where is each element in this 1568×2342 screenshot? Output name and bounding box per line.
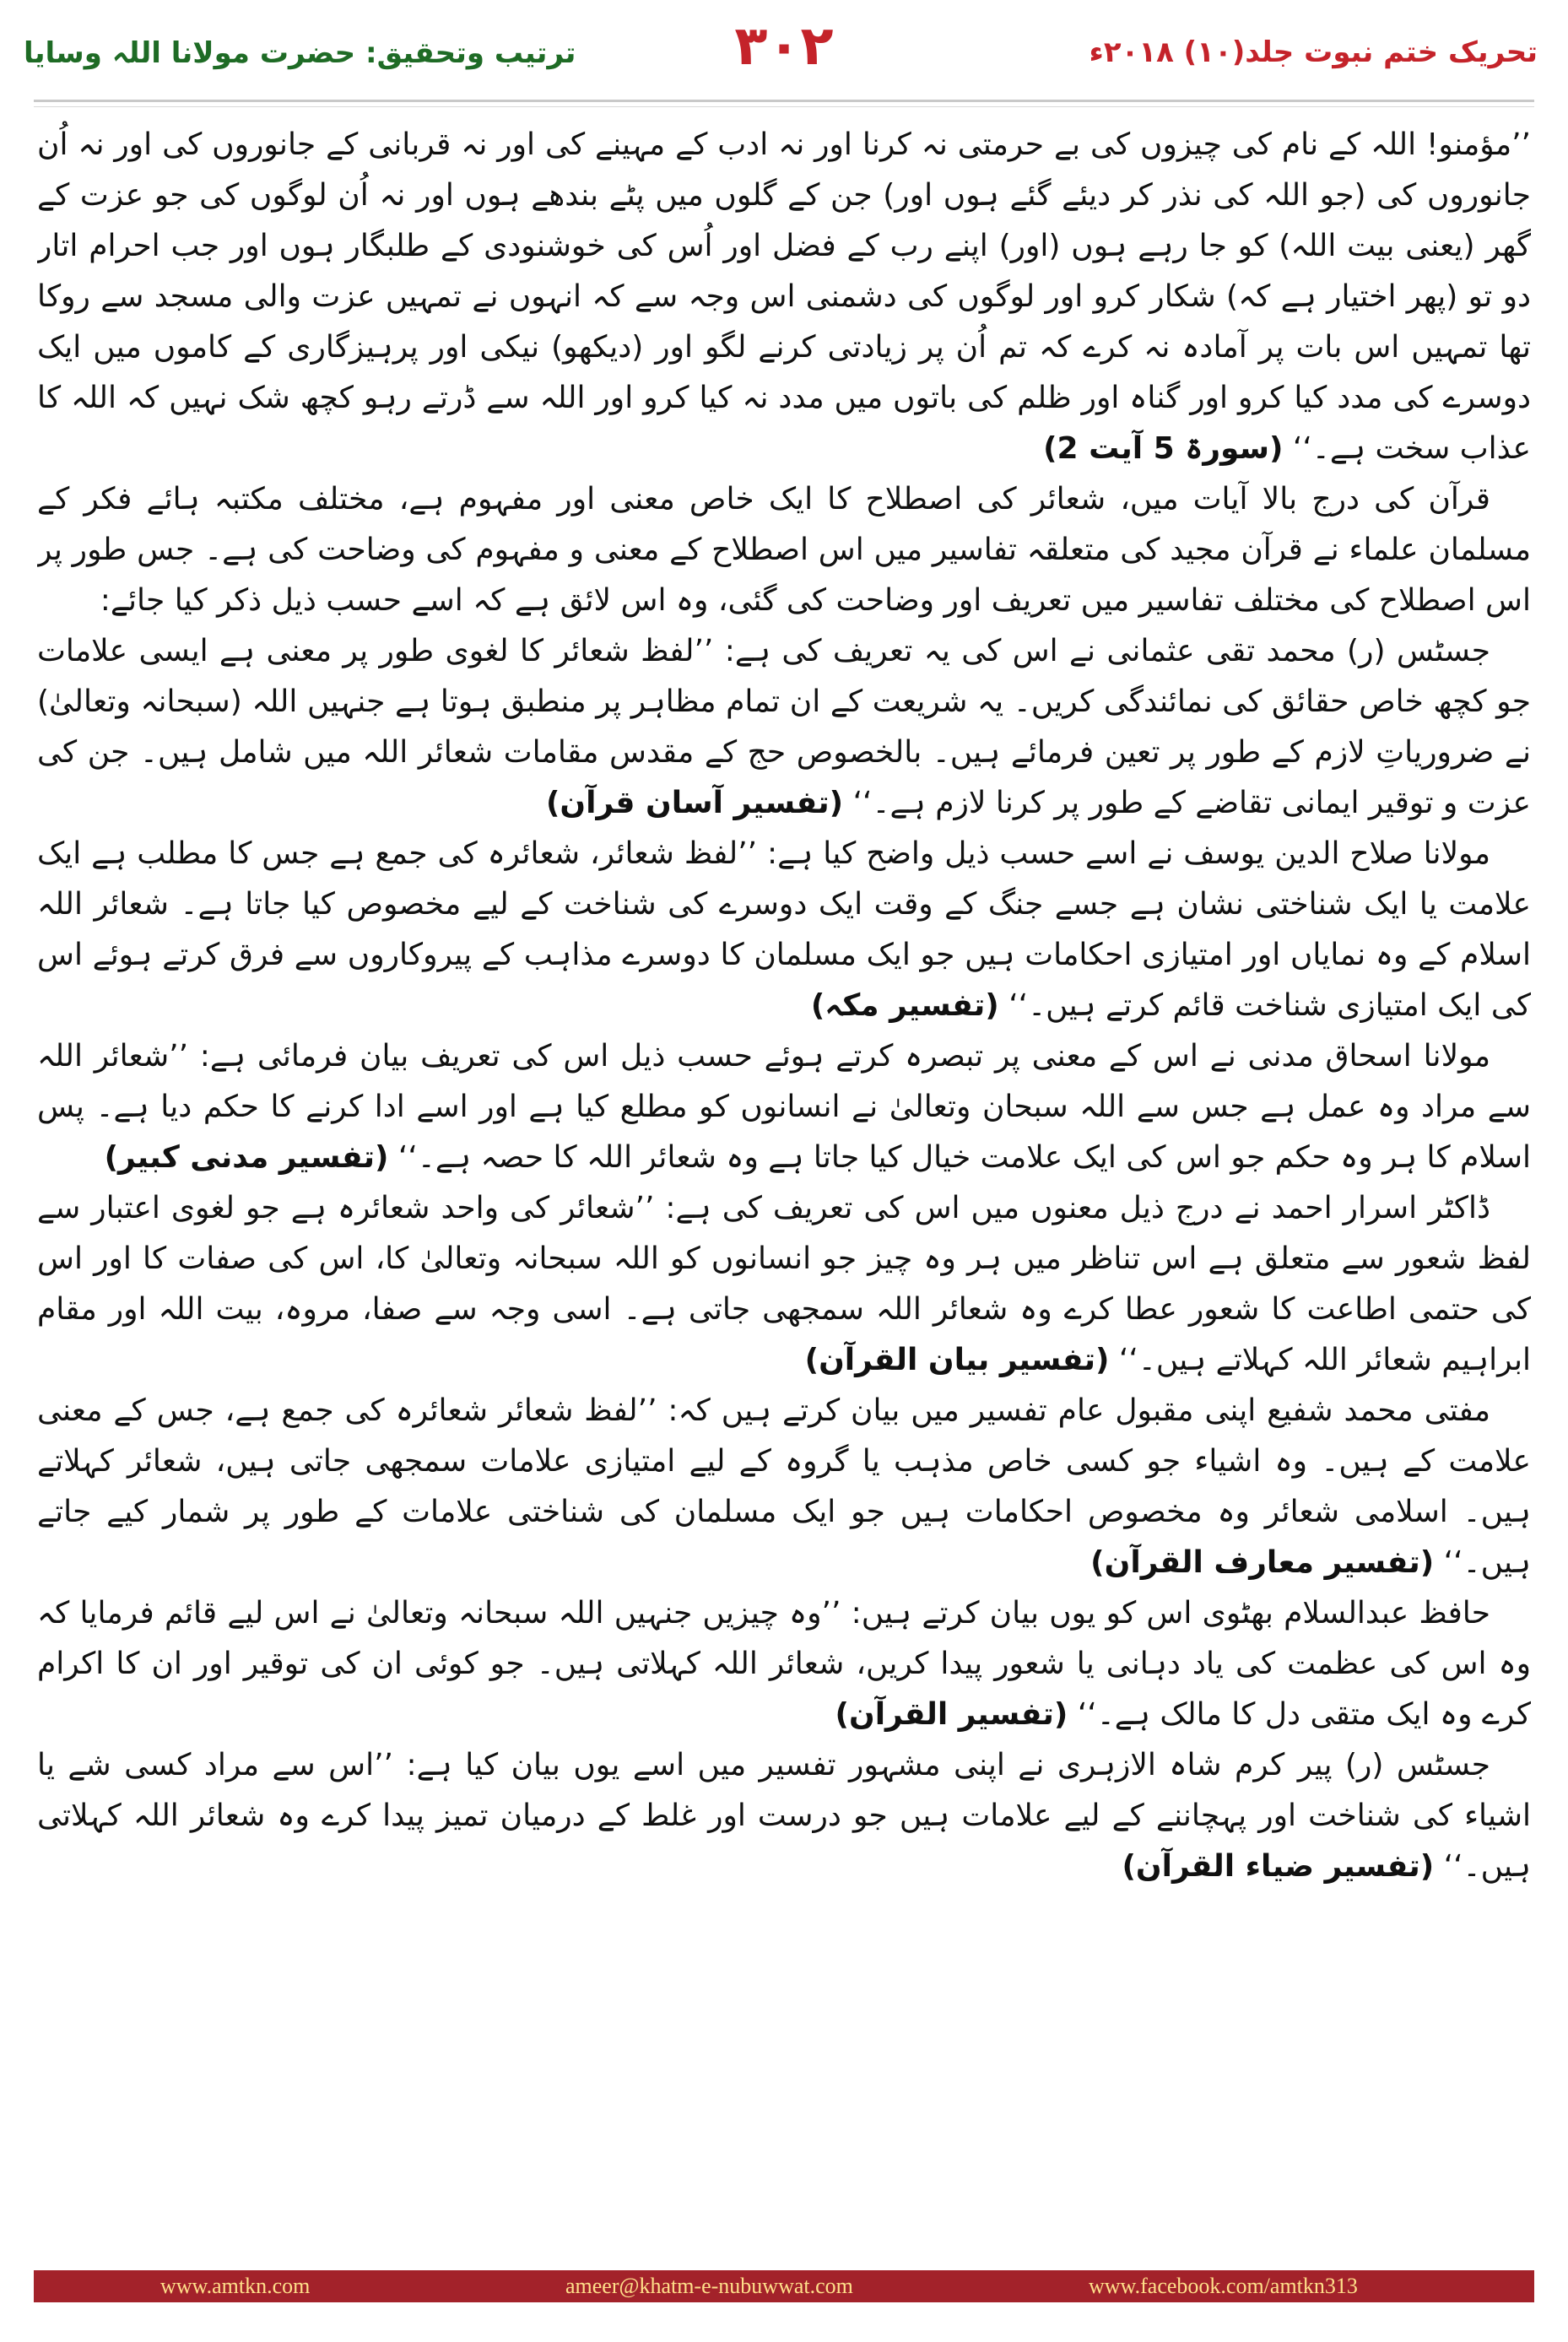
definition-paragraph	[37, 1031, 1531, 1183]
header-divider	[34, 100, 1534, 102]
header-author-credit: ترتیب وتحقیق: حضرت مولانا اللہ وسایا	[24, 36, 576, 70]
paragraph-text: جسٹس (ر) پیر کرم شاہ الازہری نے اپنی مشہور تفسیر میں اسے یوں بیان کیا ہے: ’’اس سے مراد کسی شے یا اشیاء کی شناخت اور پہچاننے کے لیے علامات ہیں جو درست اور غلط کے درمیان تمیز پیدا کرے وہ شعائر اللہ کہلاتی ہیں۔‘‘	[37, 1748, 1531, 1884]
page-number: ۳۰۲	[734, 15, 834, 78]
paragraph-text: مفتی محمد شفیع اپنی مقبول عام تفسیر میں بیان کرتے ہیں کہ: ’’لفظ شعائر شعائرہ کی جمع ہے، جس کے معنی علامت کے ہیں۔ وہ اشیاء جو کسی خاص مذہب یا گروہ کے لیے امتیازی علامات سمجھی جاتی ہیں، شعائر کہلاتے ہیں۔ اسلامی شعائر وہ مخصوص احکامات ہیں جو ایک مسلمان کی شناختی علامات کے طور پر شمار کیے جاتے ہیں۔‘‘	[37, 1393, 1531, 1580]
citation: (تفسیر آسان قرآن)	[545, 786, 844, 820]
paragraph-text: جسٹس (ر) محمد تقی عثمانی نے اس کی یہ تعریف کی ہے: ’’لفظ شعائر کا لغوی طور پر معنی ہے ایسی علامات جو کچھ خاص حقائق کی نمائندگی کریں۔ یہ شریعت کے ان تمام مظاہر پر منطبق ہوتا ہے جنہیں اللہ (سبحانہ وتعالیٰ) نے ضروریاتِ لازم کے طور پر تعین فرمائے ہیں۔ بالخصوص حج کے مقدس مقامات شعائر اللہ میں شامل ہیں۔ جن کی عزت و توقیر ایمانی تقاضے کے طور پر کرنا لازم ہے۔‘‘	[37, 634, 1531, 820]
paragraph-text: مولانا اسحاق مدنی نے اس کے معنی پر تبصرہ کرتے ہوئے حسب ذیل اس کی تعریف بیان فرمائی ہے: ’’شعائر اللہ سے مراد وہ عمل ہے جس سے اللہ سبحان وتعالیٰ نے انسانوں کو مطلع کیا ہے اور اسے ادا کرنے کا حکم دیا ہے۔ پس اسلام کا ہر وہ حکم جو اس کی ایک علامت خیال کیا جاتا ہے وہ شعائر اللہ کا حصہ ہے۔‘‘	[37, 1039, 1531, 1175]
definition-paragraph	[37, 1740, 1531, 1892]
citation: (تفسیر مکہ)	[810, 988, 999, 1023]
definition-paragraph	[37, 1588, 1531, 1740]
footer-facebook-link[interactable]: www.facebook.com/amtkn313	[1089, 2274, 1358, 2298]
definition-paragraph	[37, 829, 1531, 1031]
paragraph-text: ’’مؤمنو! اللہ کے نام کی چیزوں کی بے حرمتی نہ کرنا اور نہ ادب کے مہینے کی اور نہ قربانی کے جانوروں کی اور نہ اُن جانوروں کی (جو اللہ کی نذر کر دیئے گئے ہوں اور) جن کے گلوں میں پٹے بندھے ہوں اور نہ اُن لوگوں کی جو عزت کے گھر (یعنی بیت اللہ) کو جا رہے ہوں (اور) اپنے رب کے فضل اور اُس کی خوشنودی کے طلبگار ہوں اور جب احرام اتار دو تو (پھر اختیار ہے کہ) شکار کرو اور لوگوں کی دشمنی اس وجہ سے کہ انہوں نے تمہیں عزت والی مسجد سے روکا تھا تمہیں اس بات پر آمادہ نہ کرے کہ تم اُن پر زیادتی کرنے لگو اور (دیکھو) نیکی اور پرہیزگاری کے کاموں میں ایک دوسرے کی مدد کیا کرو اور گناہ اور ظلم کی باتوں میں مدد نہ کیا کرو اور اللہ سے ڈرتے رہو کچھ شک نہیں کہ اللہ کا عذاب سخت ہے۔‘‘	[37, 127, 1531, 466]
paragraph-text: ڈاکٹر اسرار احمد نے درج ذیل معنوں میں اس کی تعریف کی ہے: ’’شعائر کی واحد شعائرہ ہے جو لغوی اعتبار سے لفظ شعور سے متعلق ہے اس تناظر میں ہر وہ چیز جو انسانوں کو اللہ سبحانہ وتعالیٰ کا، اس کی صفات کا اور اس کی حتمی اطاعت کا شعور عطا کرے وہ شعائر اللہ سمجھی جاتی ہے۔ اسی وجہ سے صفا، مروہ، بیت اللہ اور مقام ابراہیم شعائر اللہ کہلاتے ہیں۔‘‘	[37, 1191, 1531, 1377]
quran-quote-paragraph	[37, 120, 1531, 474]
definition-paragraph	[37, 1386, 1531, 1588]
citation: (تفسیر ضیاء القرآن)	[1122, 1849, 1435, 1884]
paragraph-text: قرآن کی درج بالا آیات میں، شعائر کی اصطلاح کا ایک خاص معنی اور مفہوم ہے، مختلف مکتبہ ہائے فکر کے مسلمان علماء نے قرآن مجید کی متعلقہ تفاسیر میں اس اصطلاح کے معنی و مفہوم کی وضاحت کی ہے۔ جس طور پر اس اصطلاح کی مختلف تفاسیر میں تعریف اور وضاحت کی گئی، وہ اس لائق ہے کہ اسے حسب ذیل ذکر کیا جائے:	[37, 482, 1531, 618]
paragraph-text: مولانا صلاح الدین یوسف نے اسے حسب ذیل واضح کیا ہے: ’’لفظ شعائر، شعائرہ کی جمع ہے جس کا مطلب ہے ایک علامت یا ایک شناختی نشان ہے جسے جنگ کے وقت ایک دوسرے کی شناخت کے لیے مخصوص کیا جاتا ہے۔ شعائر اللہ اسلام کے وہ نمایاں اور امتیازی احکامات ہیں جو ایک مسلمان کا دوسرے مذاہب کے پیروکاروں سے فرق کرتے ہوئے اس کی ایک امتیازی شناخت قائم کرتے ہیں۔‘‘	[37, 836, 1531, 1023]
page-header	[0, 0, 1568, 108]
citation: (تفسیر معارف القرآن)	[1090, 1545, 1435, 1580]
citation: (تفسیر القرآن)	[835, 1697, 1068, 1732]
footer-email-link[interactable]: ameer@khatm-e-nubuwwat.com	[565, 2274, 853, 2298]
citation: (تفسیر بیان القرآن)	[804, 1343, 1110, 1377]
paragraph-text: حافظ عبدالسلام بھٹوی اس کو یوں بیان کرتے ہیں: ’’وہ چیزیں جنہیں اللہ سبحانہ وتعالیٰ نے اس لیے قائم فرمایا کہ وہ اس کی عظمت کی یاد دہانی یا شعور پیدا کریں، شعائر اللہ کہلاتی ہیں۔ جو کوئی ان کی توقیر اور ان کا اکرام کرے وہ ایک متقی دل کا مالک ہے۔‘‘	[37, 1596, 1531, 1732]
page-footer	[0, 2270, 1568, 2342]
citation: (تفسیر مدنی کبیر)	[104, 1140, 389, 1175]
footer-website-link[interactable]: www.amtkn.com	[160, 2274, 311, 2298]
footer-bar	[34, 2270, 1534, 2302]
header-divider-thin	[34, 106, 1534, 107]
intro-paragraph	[37, 474, 1531, 626]
page-body	[37, 120, 1531, 2230]
citation: (سورۃ 5 آیت 2)	[1043, 431, 1284, 466]
header-book-title: تحریک ختم نبوت جلد(۱۰) ۲۰۱۸ء	[1089, 35, 1538, 69]
definition-paragraph	[37, 626, 1531, 829]
definition-paragraph	[37, 1183, 1531, 1386]
